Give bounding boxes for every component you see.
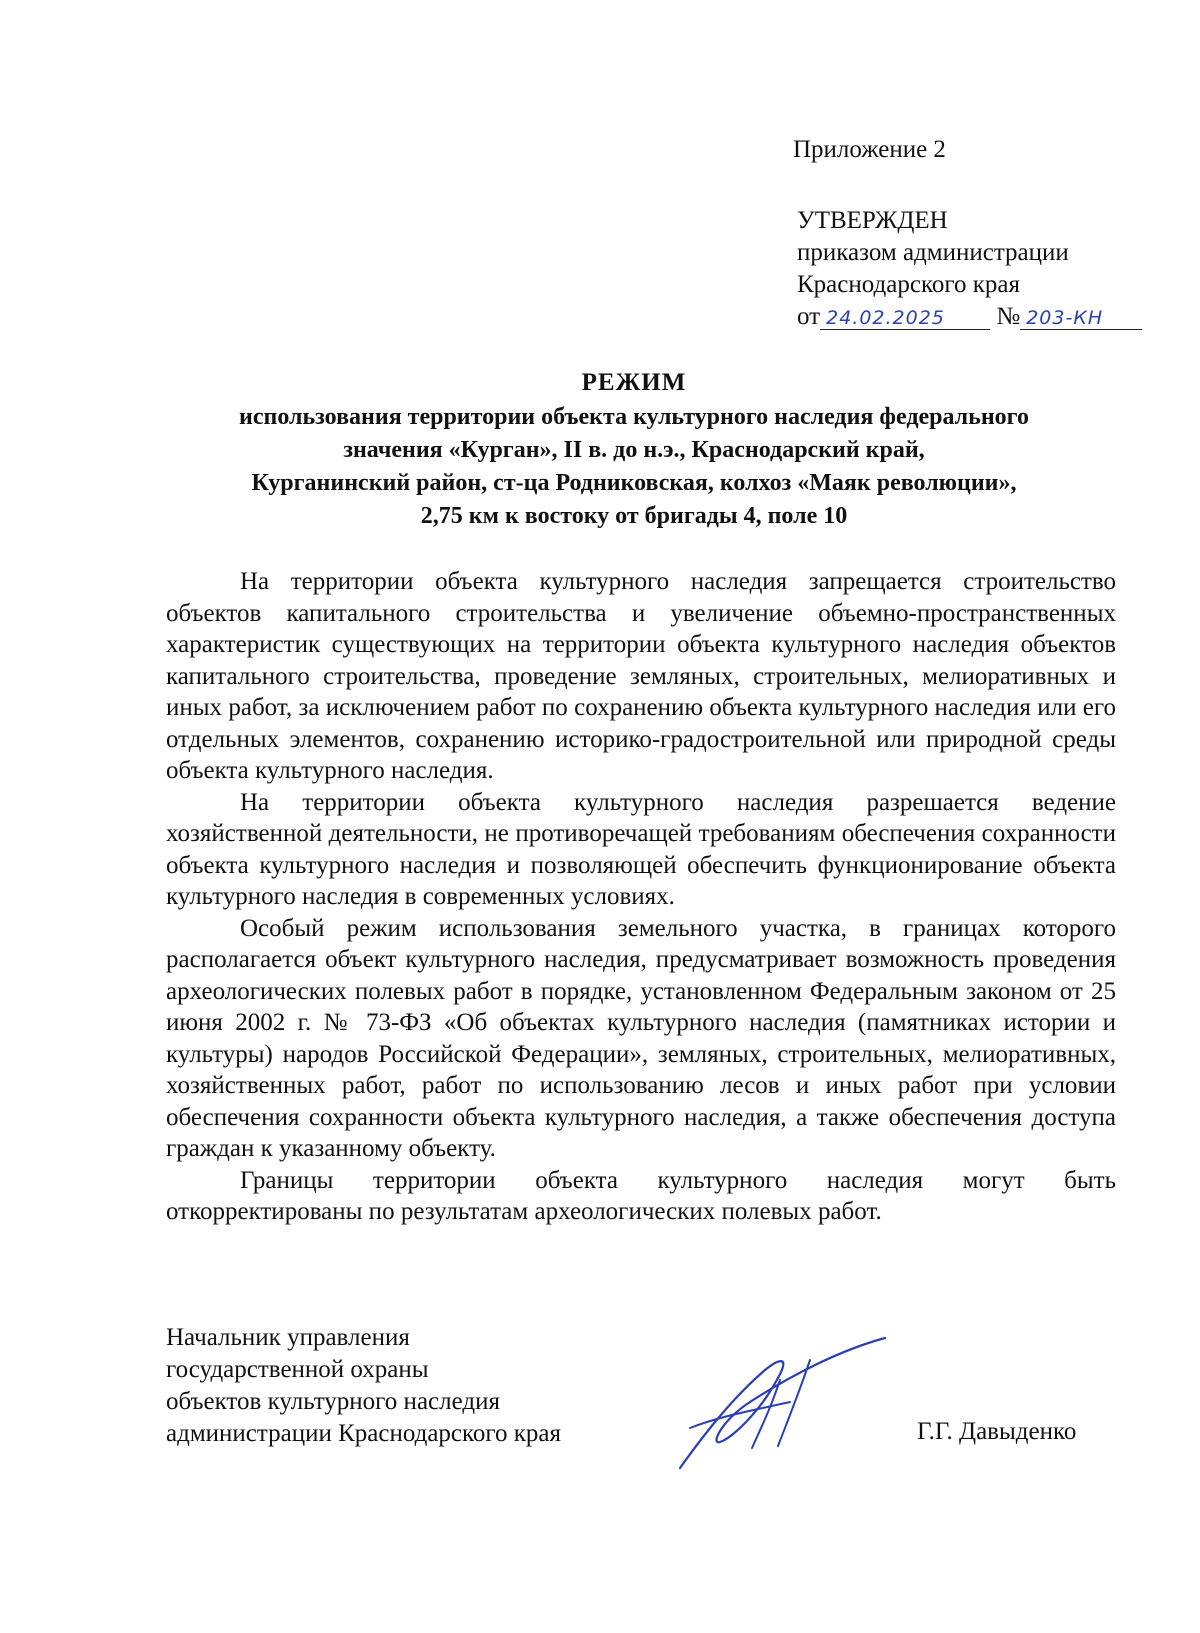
order-number-handwritten: 203-КН: [1020, 307, 1142, 330]
title-line-4: 2,75 км к востоку от бригады 4, поле 10: [420, 503, 848, 529]
signatory-name: Г.Г. Давыденко: [917, 1418, 1077, 1445]
appendix-label: Приложение 2: [793, 136, 946, 163]
approval-stamp: [797, 205, 1142, 333]
position-line-4: администрации Краснодарского края: [166, 1420, 562, 1447]
approved-by-line-2: Краснодарского края: [797, 271, 1020, 298]
paragraph-4: Границы территории объекта культурного наследия могут быть откорректированы по результатам археологических полевых работ.: [166, 1166, 1116, 1225]
date-prefix: от: [797, 303, 821, 330]
position-line-2: государственной охраны: [166, 1356, 429, 1383]
approved-heading: УТВЕРЖДЕН: [797, 207, 948, 234]
signatory-position: [166, 1322, 561, 1450]
document-title: [160, 366, 1108, 533]
position-line-1: Начальник управления: [166, 1324, 410, 1351]
title-line-1: использования территории объекта культурного наследия федерального: [239, 404, 1029, 430]
title-main: РЕЖИМ: [581, 369, 687, 396]
paragraph-1: На территории объекта культурного наследия запрещается строительство объектов капитального строительства и увеличение объемно-пространственных характеристик существующих на территории объекта культурного наследия объектов капитального строительства, проведение земляных, строительных, мелиоративных и иных работ, за исключением работ по сохранению объекта культурного наследия или его отдельных элементов, сохранению историко-градостроительной или природной среды объекта культурного наследия.: [166, 568, 1116, 784]
paragraph-2: На территории объекта культурного наследия разрешается ведение хозяйственной деятельности, не противоречащей требованиям обеспечения сохранности объекта культурного наследия и позволяющей обеспечить функционирование объекта культурного наследия в современных условиях.: [166, 788, 1116, 910]
handwritten-signature-icon: [660, 1320, 900, 1480]
position-line-3: объектов культурного наследия: [166, 1388, 500, 1415]
number-sign: №: [996, 303, 1021, 330]
order-date-handwritten: 24.02.2025: [820, 307, 990, 330]
approved-by-line-1: приказом администрации: [797, 239, 1069, 266]
document-body: [166, 566, 1116, 1228]
paragraph-3: Особый режим использования земельного участка, в границах которого располагается объект культурного наследия, предусматривает возможность проведения археологических полевых работ в порядке, установленном Федеральным законом от 25 июня 2002 г. № 73-ФЗ «Об объектах культурного наследия (памятниках истории и культуры) народов Российской Федерации», земляных, строительных, мелиоративных, хозяйственных работ, работ по использованию лесов и иных работ при условии обеспечения сохранности объекта культурного наследия, а также обеспечения доступа граждан к указанному объекту.: [166, 914, 1116, 1162]
title-line-3: Курганинский район, ст-ца Родниковская, колхоз «Маяк революции»,: [251, 470, 1017, 496]
title-line-2: значения «Курган», II в. до н.э., Краснодарский край,: [343, 437, 925, 463]
order-date-number: [797, 301, 1142, 333]
